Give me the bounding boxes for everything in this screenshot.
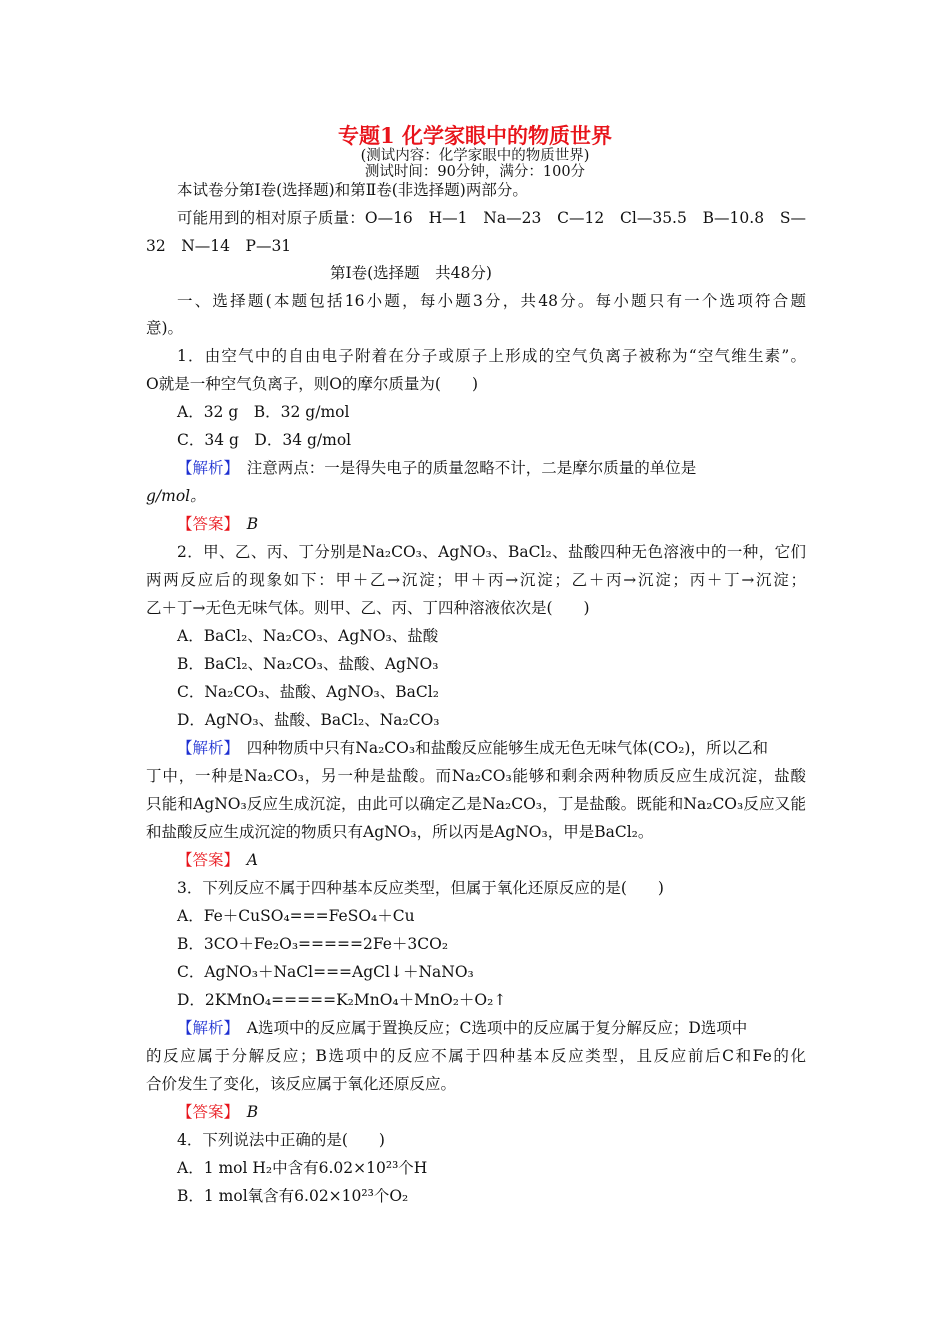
q2-option-a: A．BaCl₂、Na₂CO₃、AgNO₃、盐酸 xyxy=(177,627,439,645)
q3-analysis-3: 合价发生了变化，该反应属于氧化还原反应。 xyxy=(146,1075,457,1093)
answer-label: 【答案】 xyxy=(177,515,232,533)
subtitle-content: (测试内容：化学家眼中的物质世界) xyxy=(360,148,590,164)
q2-analysis-3: 只能和AgNO₃反应生成沉淀，由此可以确定乙是Na₂CO₃，丁是盐酸。既能和Na₂CO₃反应又能 xyxy=(146,795,806,813)
q1-analysis-1: 【解析】 注意两点：一是得失电子的质量忽略不计，二是摩尔质量的单位是 xyxy=(177,459,697,477)
answer-label: 【答案】 xyxy=(177,851,232,869)
q3-option-c: C．AgNO₃＋NaCl===AgCl↓＋NaNO₃ xyxy=(177,963,474,981)
q2-stem-1: 2．甲、乙、丙、丁分别是Na₂CO₃、AgNO₃、BaCl₂、盐酸四种无色溶液中的一种，它们 xyxy=(177,543,806,561)
q2-stem-3: 乙＋丁→无色无味气体。则甲、乙、丙、丁四种溶液依次是( ) xyxy=(146,599,590,617)
q2-option-d: D．AgNO₃、盐酸、BaCl₂、Na₂CO₃ xyxy=(177,711,440,729)
q3-stem: 3．下列反应不属于四种基本反应类型，但属于氧化还原反应的是( ) xyxy=(177,879,664,897)
analysis-label: 【解析】 xyxy=(177,1019,232,1037)
q2-answer: 【答案】 A xyxy=(177,851,258,869)
q2-analysis-4: 和盐酸反应生成沉淀的物质只有AgNO₃，所以丙是AgNO₃，甲是BaCl₂。 xyxy=(146,823,654,841)
intro-line: 本试卷分第Ⅰ卷(选择题)和第Ⅱ卷(非选择题)两部分。 xyxy=(177,181,528,199)
q2-analysis-2: 丁中，一种是Na₂CO₃，另一种是盐酸。而Na₂CO₃能够和剩余两种物质反应生成沉淀，盐酸 xyxy=(146,767,806,785)
q4-option-b: B．1 mol氧含有6.02×10²³个O₂ xyxy=(177,1187,409,1205)
q3-analysis-1: 【解析】 A选项中的反应属于置换反应；C选项中的反应属于复分解反应；D选项中 xyxy=(177,1019,748,1037)
answer-label: 【答案】 xyxy=(177,1103,232,1121)
q1-answer: 【答案】 B xyxy=(177,515,259,533)
subtitle-time: 测试时间：90分钟，满分：100分 xyxy=(364,164,586,180)
q3-option-b: B．3CO＋Fe₂O₃=====2Fe＋3CO₂ xyxy=(177,935,449,953)
section-instruction-1: 一、选择题(本题包括16小题，每小题3分，共48分。每小题只有一个选项符合题 xyxy=(177,292,806,310)
q3-option-a: A．Fe＋CuSO₄===FeSO₄＋Cu xyxy=(177,907,415,925)
q1-analysis-2: g/mol。 xyxy=(146,487,206,505)
section-instruction-2: 意)。 xyxy=(146,319,184,337)
q1-options-ab: A．32 g B．32 g/mol xyxy=(177,403,350,421)
analysis-label: 【解析】 xyxy=(177,739,232,757)
section-heading: 第Ⅰ卷(选择题 共48分) xyxy=(330,264,492,282)
q1-stem-2: O就是一种空气负离子，则O的摩尔质量为( ) xyxy=(146,375,479,393)
q4-option-a: A．1 mol H₂中含有6.02×10²³个H xyxy=(177,1159,428,1177)
atomic-masses-line-2: 32 N—14 P—31 xyxy=(146,237,292,255)
q3-analysis-2: 的反应属于分解反应；B选项中的反应不属于四种基本反应类型，且反应前后C和Fe的化 xyxy=(146,1047,806,1065)
page-title: 专题1 化学家眼中的物质世界 xyxy=(338,123,612,148)
q2-option-b: B．BaCl₂、Na₂CO₃、盐酸、AgNO₃ xyxy=(177,655,439,673)
q4-stem: 4．下列说法中正确的是( ) xyxy=(177,1131,385,1149)
analysis-label: 【解析】 xyxy=(177,459,232,477)
q3-answer: 【答案】 B xyxy=(177,1103,259,1121)
q2-stem-2: 两两反应后的现象如下：甲＋乙→沉淀；甲＋丙→沉淀；乙＋丙→沉淀；丙＋丁→沉淀； xyxy=(146,571,806,589)
q2-option-c: C．Na₂CO₃、盐酸、AgNO₃、BaCl₂ xyxy=(177,683,439,701)
q2-analysis-1: 【解析】 四种物质中只有Na₂CO₃和盐酸反应能够生成无色无味气体(CO₂)，所以乙和 xyxy=(177,739,768,757)
atomic-masses-line-1: 可能用到的相对原子质量：O—16 H—1 Na—23 C—12 Cl—35.5 B—10.8 S— xyxy=(177,209,806,227)
q1-options-cd: C．34 g D．34 g/mol xyxy=(177,431,352,449)
q1-stem-1: 1．由空气中的自由电子附着在分子或原子上形成的空气负离子被称为“空气维生素”。 xyxy=(177,347,806,365)
q3-option-d: D．2KMnO₄=====K₂MnO₄＋MnO₂＋O₂↑ xyxy=(177,991,507,1009)
